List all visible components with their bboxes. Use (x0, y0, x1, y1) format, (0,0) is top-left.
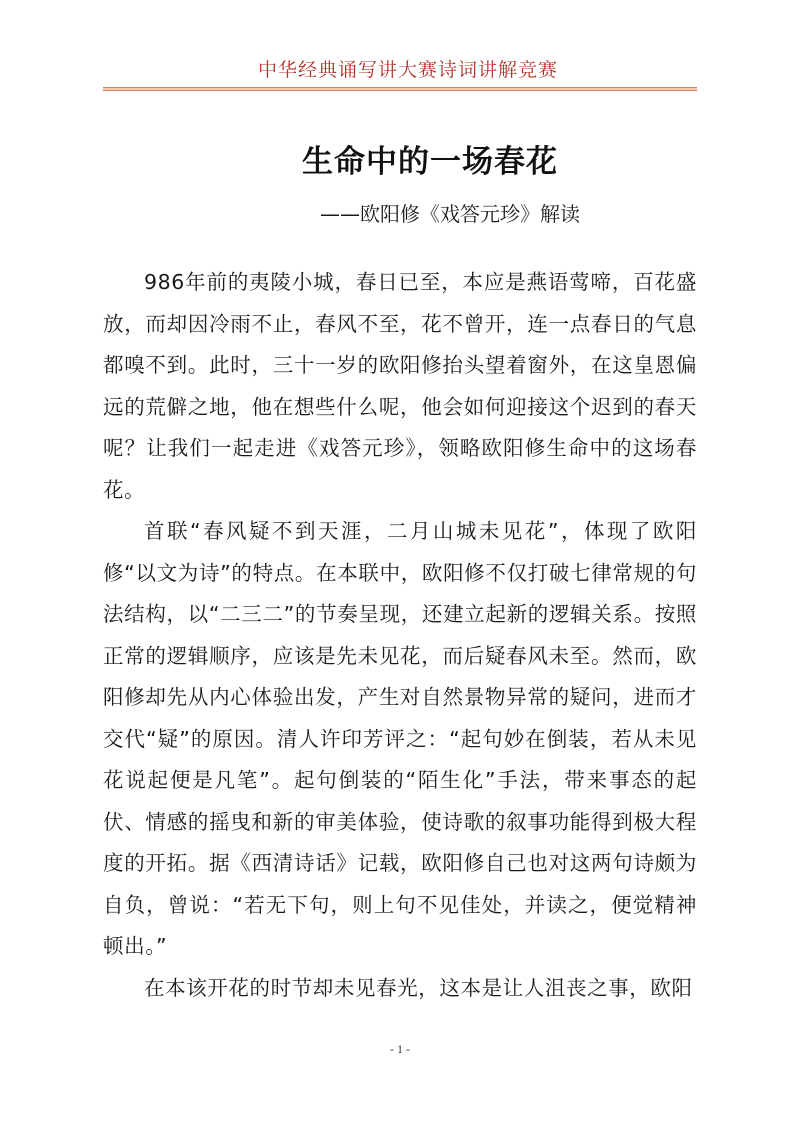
document-body (103, 262, 697, 1009)
document-title: 生命中的一场春花 (302, 144, 558, 180)
page-number: - 1 - (390, 1042, 410, 1056)
header-divider (103, 87, 697, 91)
paragraph-intro: 986年前的夷陵小城，春日已至，本应是燕语莺啼，百花盛放，而却因冷雨不止，春风不至，花不曾开，连一点春日的气息都嗅不到。此时，三十一岁的欧阳修抬头望着窗外，在这皇恩偏远的荒僻之地，他在想些什么呢，他会如何迎接这个迟到的春天呢？让我们一起走进《戏答元珍》，领略欧阳修生命中的这场春花。 (103, 270, 697, 502)
paragraph-first-couplet: 首联“春风疑不到天涯，二月山城未见花”，体现了欧阳修“以文为诗”的特点。在本联中，欧阳修不仅打破七律常规的句法结构，以“二三二”的节奏呈现，还建立起新的逻辑关系。按照正常的逻辑顺序，应该是先未见花，而后疑春风未至。然而，欧阳修却先从内心体验出发，产生对自然景物异常的疑问，进而才交代“疑”的原因。清人许印芳评之：“起句妙在倒装，若从未见花说起便是凡笔”。起句倒装的“陌生化”手法，带来事态的起伏、情感的摇曳和新的审美体验，使诗歌的叙事功能得到极大程度的开拓。据《西清诗话》记载，欧阳修自己也对这两句诗颇为自负，曾说：“若无下句，则上句不见佳处，并读之，便觉精神顿出。” (103, 519, 697, 958)
document-subtitle: ——欧阳修《戏答元珍》解读 (320, 202, 580, 226)
header-title: 中华经典诵写讲大赛诗词讲解竞赛 (257, 59, 558, 81)
paragraph-continuation: 在本该开花的时节却未见春光，这本是让人沮丧之事，欧阳 (144, 975, 693, 1000)
page-header (103, 58, 697, 82)
